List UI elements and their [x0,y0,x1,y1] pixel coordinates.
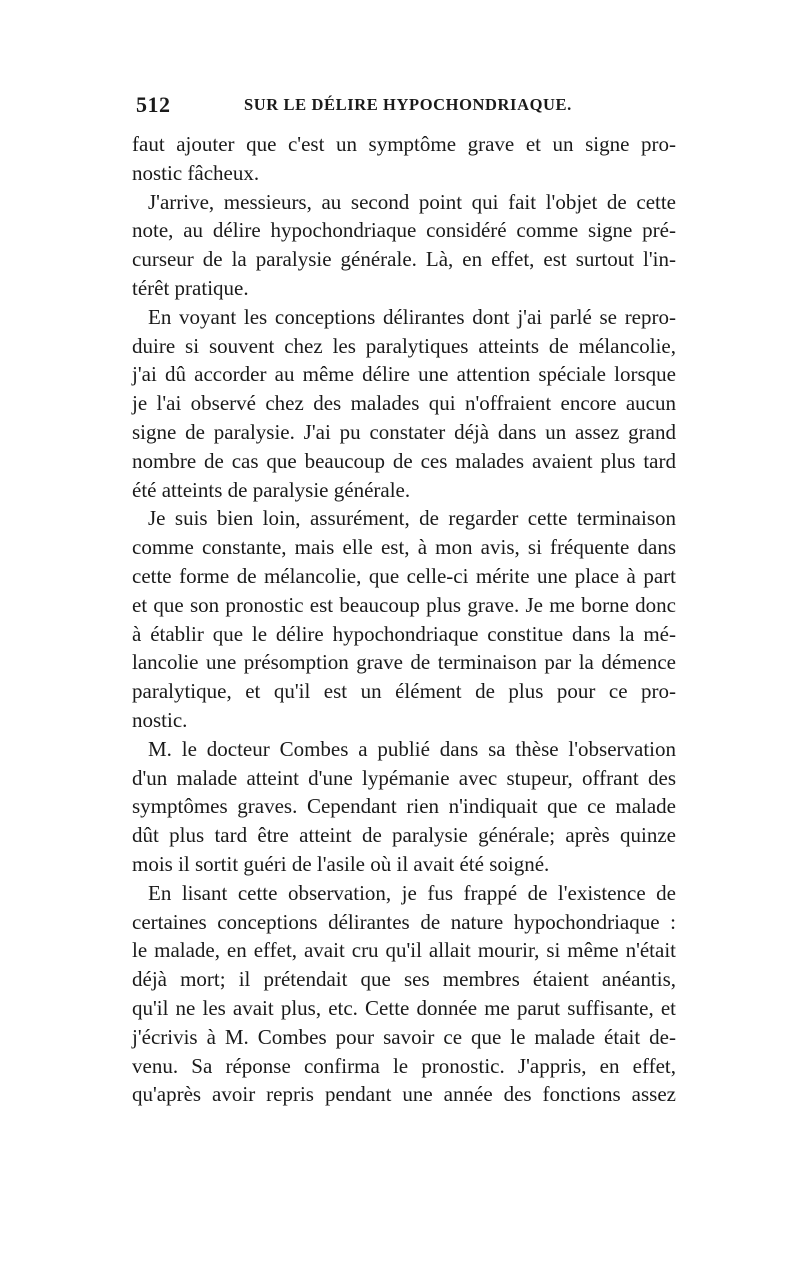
text-line: En voyant les conceptions délirantes dont j'ai parlé se repro- [148,304,676,329]
text-line: térêt pratique. [132,275,249,300]
text-line: et que son pronostic est beaucoup plus grave. Je me borne donc [132,592,676,617]
text-line: note, au délire hypochondriaque considéré comme signe pré- [132,218,676,243]
text-line: En lisant cette observation, je fus frappé de l'existence de [148,880,676,905]
text-line: nombre de cas que beaucoup de ces malades avaient plus tard [132,448,676,473]
text-line: nostic. [132,707,188,732]
text-line: le malade, en effet, avait cru qu'il allait mourir, si même n'était [132,938,676,963]
text-line: d'un malade atteint d'une lypémanie avec stupeur, offrant des [132,765,676,790]
page-header [132,92,680,122]
text-line: lancolie une présomption grave de terminaison par la démence [132,650,676,675]
text-line: duire si souvent chez les paralytiques atteints de mélancolie, [132,333,676,358]
page-number: 512 [136,92,171,117]
text-line: je l'ai observé chez des malades qui n'offraient encore aucun [132,391,676,416]
text-line: certaines conceptions délirantes de nature hypochondriaque : [132,909,676,934]
text-line: qu'il ne les avait plus, etc. Cette donnée me parut suffisante, et [132,995,676,1020]
text-line: été atteints de paralysie générale. [132,477,411,502]
text-line: Je suis bien loin, assurément, de regarder cette terminaison [148,506,676,531]
text-line: curseur de la paralysie générale. Là, en effet, est surtout l'in- [132,247,676,272]
text-line: j'ai dû accorder au même délire une attention spéciale lorsque [132,362,676,387]
text-line: M. le docteur Combes a publié dans sa thèse l'observation [148,736,676,761]
text-line: faut ajouter que c'est un symptôme grave et un signe pro- [132,132,676,156]
text-line: j'écrivis à M. Combes pour savoir ce que le malade était de- [132,1024,676,1049]
text-line: J'arrive, messieurs, au second point qui fait l'objet de cette [148,189,676,214]
text-line: mois il sortit guéri de l'asile où il avait été soigné. [132,851,550,876]
text-line: signe de paralysie. J'ai pu constater déjà dans un assez grand [132,419,676,444]
text-line: comme constante, mais elle est, à mon avis, si fréquente dans [132,535,676,560]
body-text [132,130,676,1109]
text-line: nostic fâcheux. [132,160,260,185]
text-line: cette forme de mélancolie, que celle-ci mérite une place à part [132,563,676,588]
text-line: qu'après avoir repris pendant une année des fonctions assez [132,1082,676,1107]
text-line: à établir que le délire hypochondriaque constitue dans la mé- [132,621,676,646]
running-head: SUR LE DÉLIRE HYPOCHONDRIAQUE. [244,95,572,114]
text-line: symptômes graves. Cependant rien n'indiquait que ce malade [132,794,676,819]
text-line: paralytique, et qu'il est un élément de plus pour ce pro- [132,679,676,704]
text-line: déjà mort; il prétendait que ses membres étaient anéantis, [132,967,676,992]
text-line: venu. Sa réponse confirma le pronostic. J'appris, en effet, [132,1053,676,1078]
text-line: dût plus tard être atteint de paralysie générale; après quinze [132,823,676,848]
